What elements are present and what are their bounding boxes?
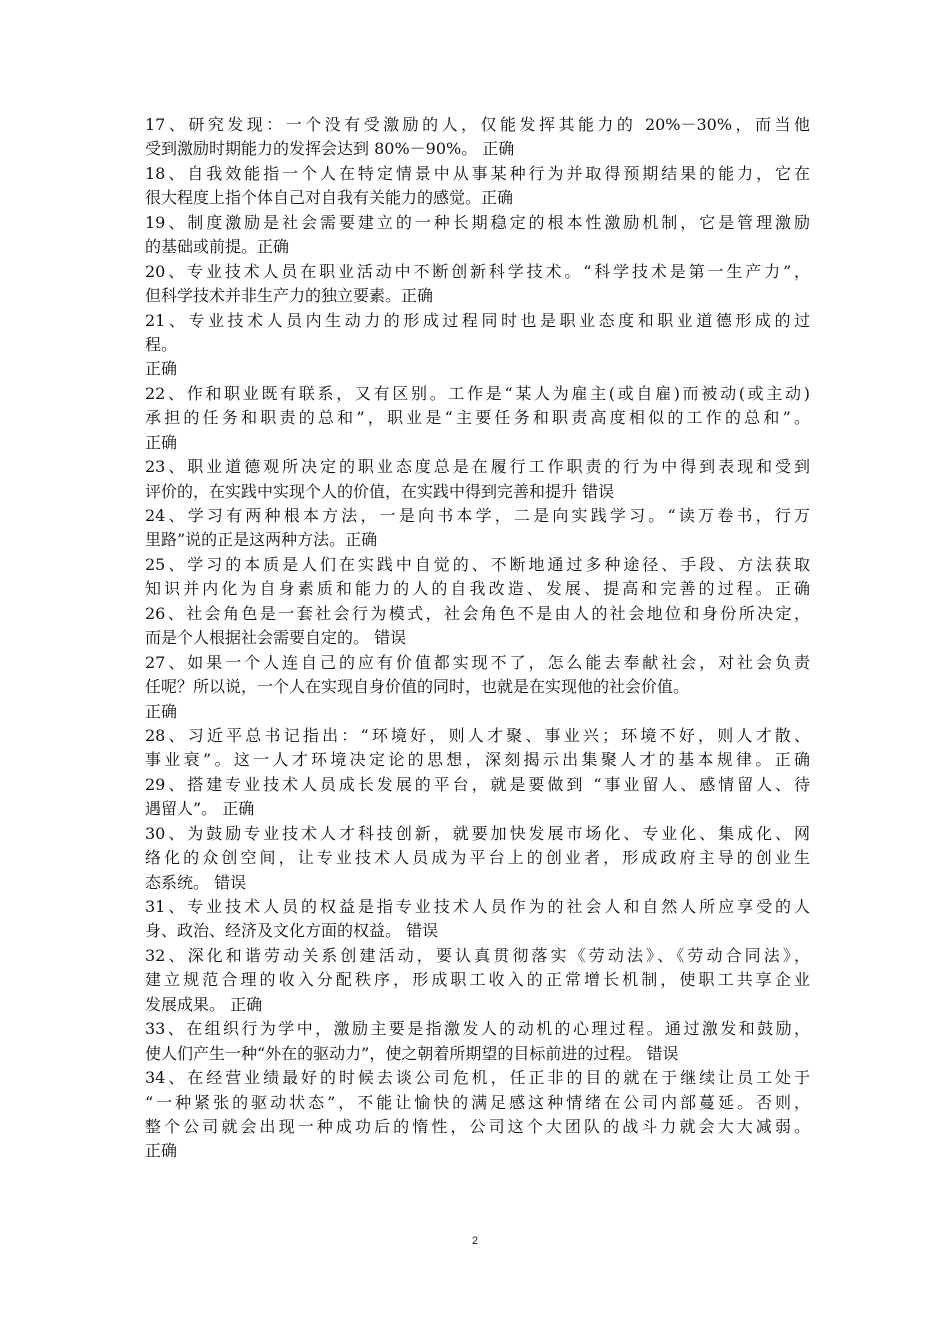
- text-line: 态系统。 错误: [145, 872, 247, 892]
- text-line: 22、作和职业既有联系，又有区别。工作是“某人为雇主(或自雇)而被动(或主动): [145, 383, 810, 403]
- text-line: 程。: [145, 334, 178, 354]
- text-line: 28、习近平总书记指出：“环境好，则人才聚、事业兴；环境不好，则人才散、: [145, 725, 810, 745]
- text-line: 32、深化和谐劳动关系创建活动，要认真贯彻落实《劳动法》、《劳动合同法》，: [145, 945, 810, 965]
- text-line: 20、专业技术人员在职业活动中不断创新科学技术。“科学技术是第一生产力”，: [145, 261, 810, 281]
- text-line: 整个公司就会出现一种成功后的惰性，公司这个大团队的战斗力就会大大减弱。: [145, 1116, 810, 1136]
- text-line: 很大程度上指个体自己对自我有关能力的感觉。正确: [145, 188, 514, 208]
- text-line: 18、自我效能指一个人在特定情景中从事某种行为并取得预期结果的能力，它在: [145, 163, 810, 183]
- text-line: 23、职业道德观所决定的职业态度总是在履行工作职责的行为中得到表现和受到: [145, 457, 810, 477]
- text-line: 30、为鼓励专业技术人才科技创新，就要加快发展市场化、专业化、集成化、网: [145, 823, 810, 843]
- text-line: 知识并内化为自身素质和能力的人的自我改造、发展、提高和完善的过程。正确: [145, 579, 810, 599]
- text-line: 25、学习的本质是人们在实践中自觉的、不断地通过多种途径、手段、方法获取: [145, 554, 810, 574]
- text-line: 遇留人”。 正确: [145, 799, 255, 819]
- text-line: 33、在组织行为学中，激励主要是指激发人的动机的心理过程。通过激发和鼓励，: [145, 1019, 810, 1039]
- text-line: 正确: [145, 1141, 178, 1161]
- text-line: 但科学技术并非生产力的独立要素。正确: [145, 286, 434, 306]
- text-line: 发展成果。 正确: [145, 994, 263, 1014]
- text-line: 的基础或前提。正确: [145, 237, 290, 257]
- text-line: 34、在经营业绩最好的时候去谈公司危机，任正非的目的就在于继续让员工处于: [145, 1068, 810, 1088]
- text-line: 而是个人根据社会需要自定的。 错误: [145, 628, 407, 648]
- text-line: 任呢？所以说，一个人在实现自身价值的同时，也就是在实现他的社会价值。: [145, 677, 690, 697]
- text-line: 评价的，在实践中实现个人的价值，在实践中得到完善和提升 错误: [145, 481, 615, 501]
- page-number: 2: [471, 1235, 479, 1247]
- text-line: 正确: [145, 432, 178, 452]
- text-line: 事业衰”。这一人才环境决定论的思想，深刻揭示出集聚人才的基本规律。正确: [145, 750, 810, 770]
- text-line: 19、制度激励是社会需要建立的一种长期稳定的根本性激励机制，它是管理激励: [145, 212, 810, 232]
- text-line: 承担的任务和职责的总和”，职业是“主要任务和职责高度相似的工作的总和”。: [145, 408, 810, 428]
- text-line: “一种紧张的驱动状态”，不能让愉快的满足感这种情绪在公司内部蔓延。否则，: [145, 1092, 810, 1112]
- text-line: 29、搭建专业技术人员成长发展的平台，就是要做到 “事业留人、感情留人、待: [145, 774, 810, 794]
- text-line: 17、研究发现：一个没有受激励的人，仅能发挥其能力的 20%－30%，而当他: [145, 115, 810, 134]
- text-line: 使人们产生一种“外在的驱动力”，使之朝着所期望的目标前进的过程。 错误: [145, 1043, 679, 1063]
- text-line: 正确: [145, 359, 178, 379]
- text-line: 26、社会角色是一套社会行为模式，社会角色不是由人的社会地位和身份所决定，: [145, 603, 810, 623]
- text-line: 24、学习有两种根本方法，一是向书本学，二是向实践学习。“读万卷书，行万: [145, 506, 810, 525]
- document-body: [145, 113, 810, 1164]
- text-line: 受到激励时期能力的发挥会达到 80%－90%。 正确: [145, 139, 515, 159]
- text-line: 络化的众创空间，让专业技术人员成为平台上的创业者，形成政府主导的创业生: [145, 848, 810, 868]
- text-line: 建立规范合理的收入分配秩序，形成职工收入的正常增长机制，使职工共享企业: [145, 970, 810, 990]
- text-line: 身、政治、经济及文化方面的权益。 错误: [145, 921, 439, 941]
- text-line: 里路”说的正是这两种方法。正确: [145, 530, 378, 550]
- text-line: 正确: [145, 701, 178, 721]
- text-line: 21、专业技术人员内生动力的形成过程同时也是职业态度和职业道德形成的过: [145, 310, 810, 330]
- text-line: 31、专业技术人员的权益是指专业技术人员作为的社会人和自然人所应享受的人: [145, 897, 810, 916]
- text-line: 27、如果一个人连自己的应有价值都实现不了，怎么能去奉献社会，对社会负责: [145, 652, 810, 672]
